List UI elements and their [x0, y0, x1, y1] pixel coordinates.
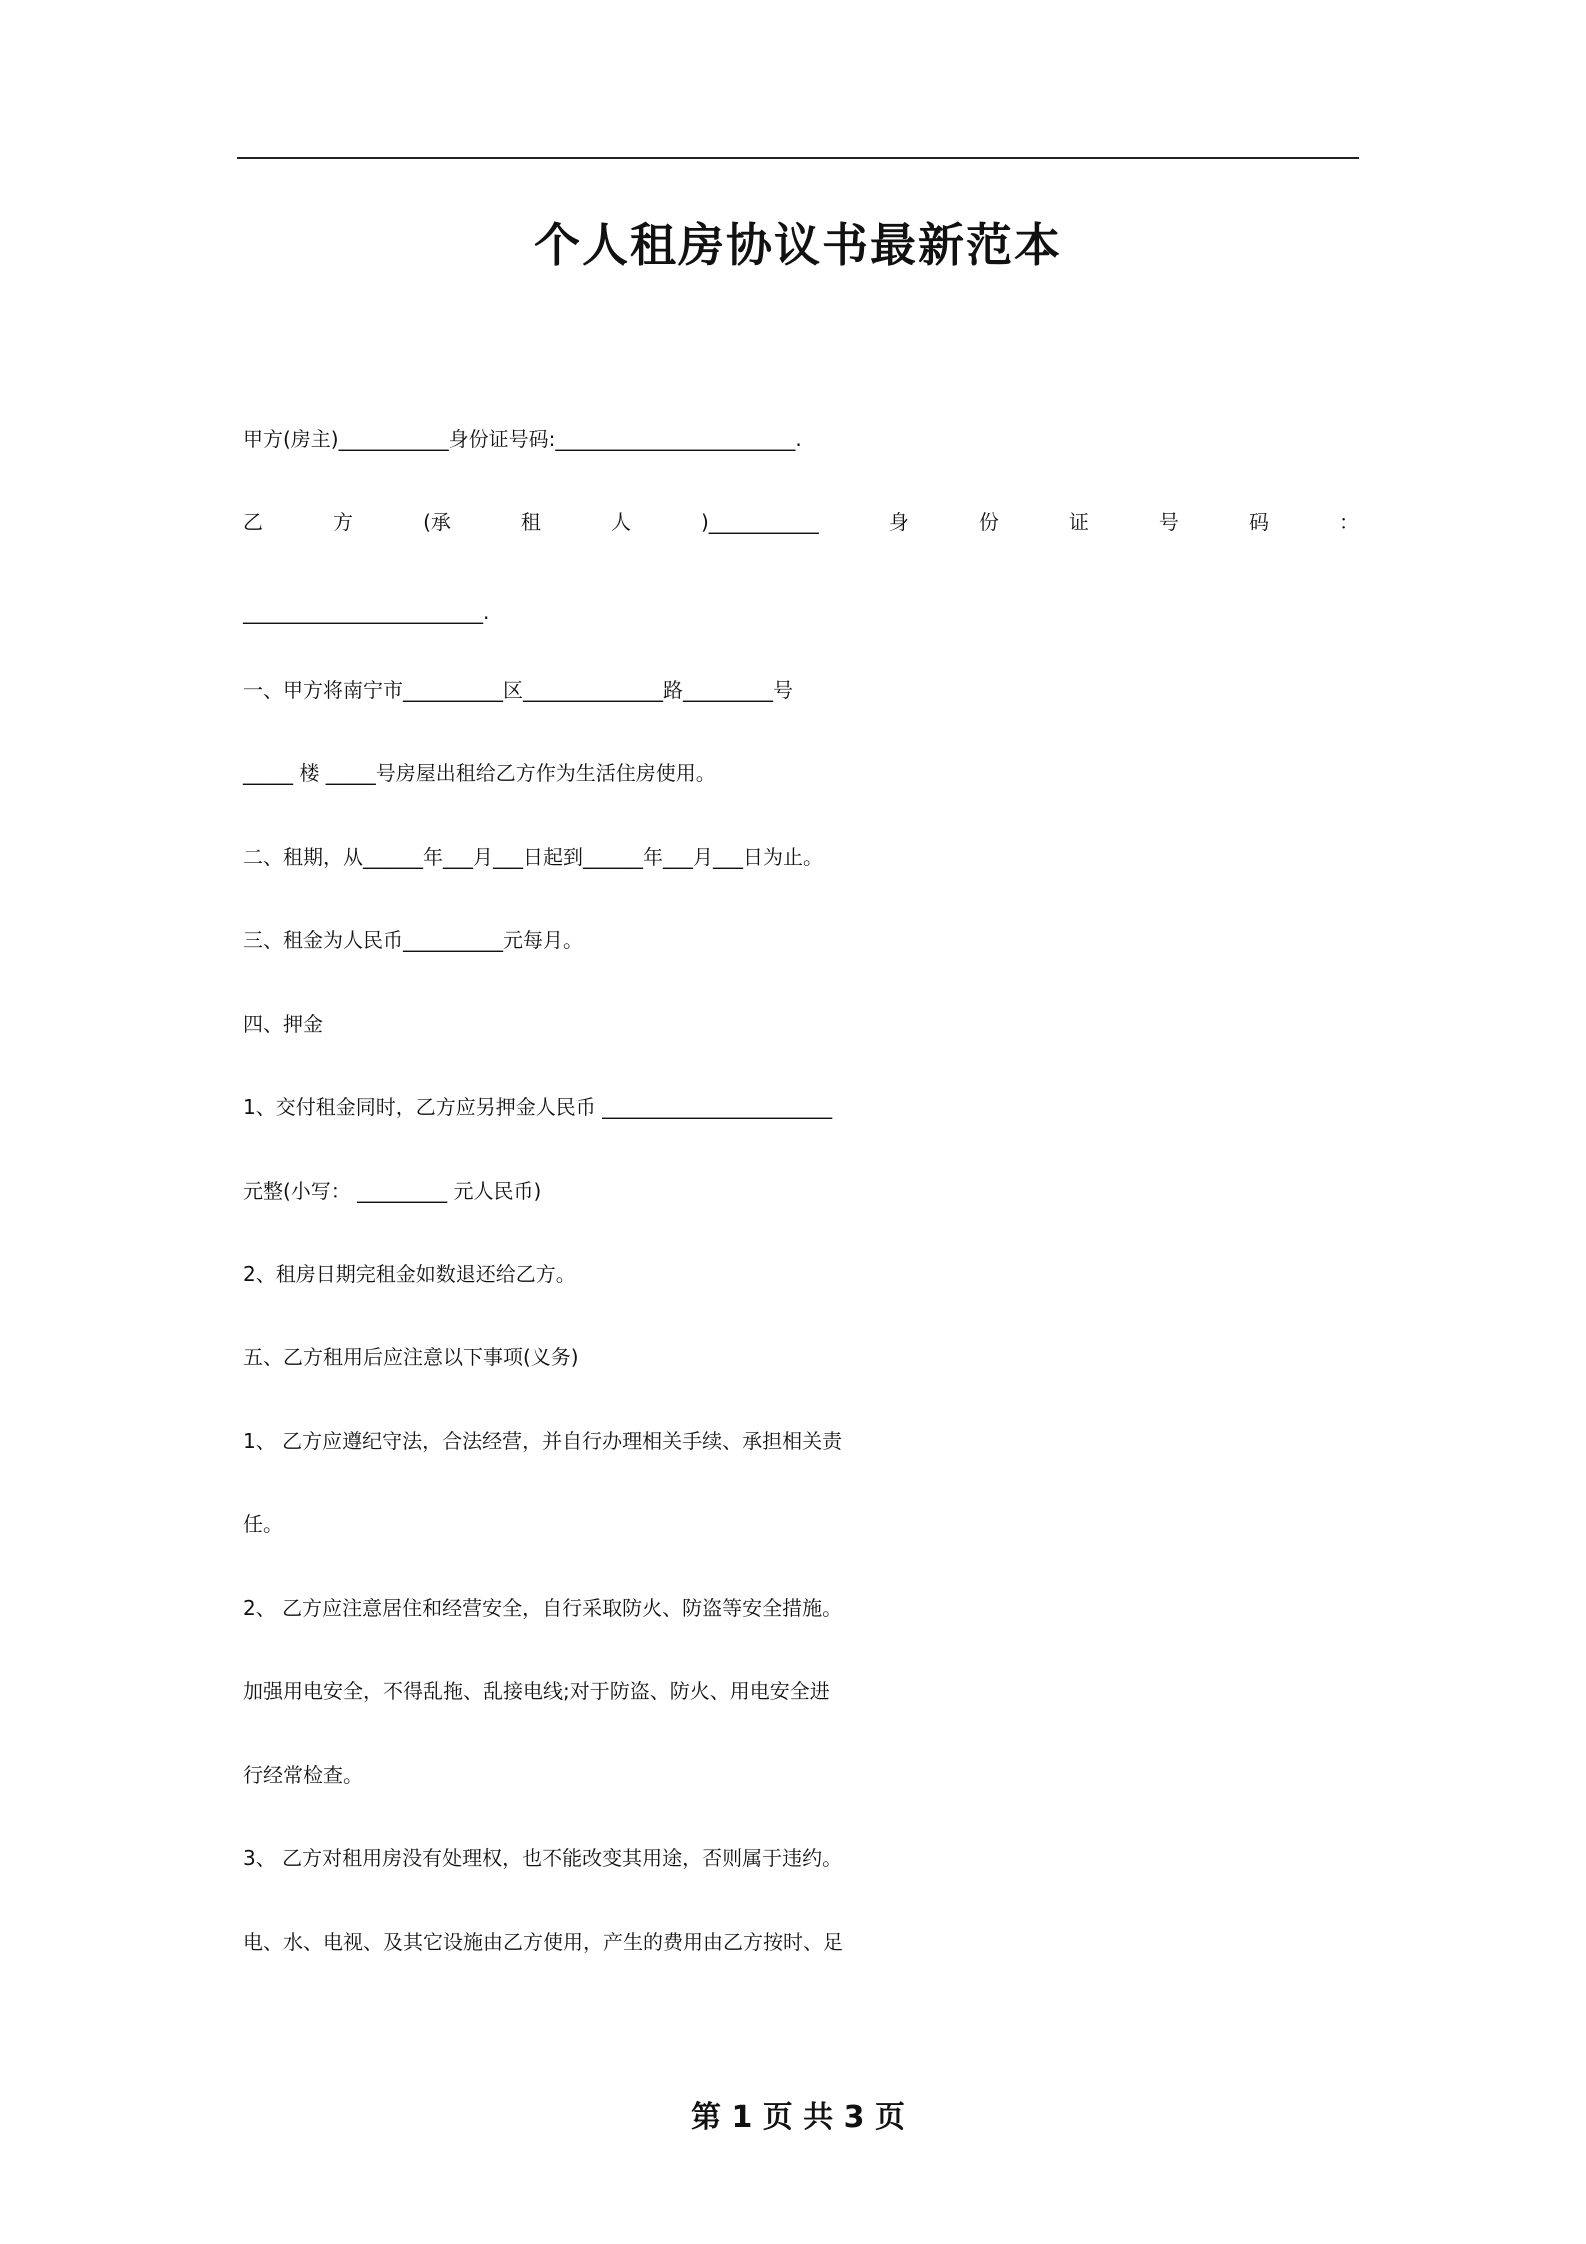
- party-b-char: 方: [333, 510, 354, 534]
- clause-5-item-3-line-1: 3、 乙方对租用房没有处理权，也不能改变其用途，否则属于违约。: [243, 1846, 843, 1870]
- clause-4-heading: 四、押金: [243, 1012, 323, 1036]
- party-b-char: 乙: [243, 510, 263, 534]
- party-b-char: 租: [520, 510, 541, 534]
- clause-5-item-1-line-2: 任。: [243, 1512, 283, 1536]
- party-b-id-char: 身: [888, 510, 909, 534]
- page-title: 个人租房协议书最新范本: [534, 218, 1062, 272]
- clause-4-item-1-line-2: 元整(小写： _________ 元人民币): [243, 1179, 542, 1203]
- clause-4-item-2: 2、租房日期完租金如数退还给乙方。: [243, 1262, 576, 1286]
- party-b-id-char: ：: [1338, 510, 1359, 534]
- clause-1-line-1: 一、甲方将南宁市__________区______________路_________号: [243, 678, 793, 702]
- party-a-line: 甲方(房主)___________身份证号码:________________________.: [243, 427, 802, 451]
- clause-2-line: 二、租期，从______年___月___日起到______年___月___日为止。: [243, 845, 823, 869]
- clause-5-item-2-line-2: 加强用电安全，不得乱拖、乱接电线;对于防盗、防火、用电安全进: [243, 1679, 830, 1703]
- party-b-char: )___________: [700, 510, 819, 534]
- party-b-id-char: 码: [1248, 510, 1269, 534]
- clause-5-item-2-line-3: 行经常检查。: [243, 1763, 363, 1787]
- clause-3-line: 三、租金为人民币__________元每月。: [243, 928, 583, 952]
- clause-1-line-2: _____ 楼 _____号房屋出租给乙方作为生活住房使用。: [243, 761, 716, 785]
- clause-5-item-2-line-1: 2、 乙方应注意居住和经营安全，自行采取防火、防盗等安全措施。: [243, 1596, 843, 1620]
- party-b-id-blank: ________________________.: [243, 600, 490, 624]
- page-number-footer: 第 1 页 共 3 页: [691, 2100, 905, 2135]
- clause-5-heading: 五、乙方租用后应注意以下事项(义务): [243, 1345, 579, 1369]
- party-b-char: 人: [610, 510, 631, 534]
- header-rule: [237, 157, 1359, 159]
- party-b-id-char: 份: [978, 510, 999, 534]
- party-b-char: (承: [423, 510, 451, 534]
- clause-5-item-3-line-2: 电、水、电视、及其它设施由乙方使用，产生的费用由乙方按时、足: [243, 1930, 843, 1954]
- party-b-id-char: 号: [1158, 510, 1179, 534]
- party-b-id-char: 证: [1068, 510, 1089, 534]
- clause-5-item-1-line-1: 1、 乙方应遵纪守法，合法经营，并自行办理相关手续、承担相关责: [243, 1429, 843, 1453]
- party-b-line: [243, 496, 1363, 548]
- clause-4-item-1-line-1: 1、交付租金同时，乙方应另押金人民币 _______________________: [243, 1095, 833, 1119]
